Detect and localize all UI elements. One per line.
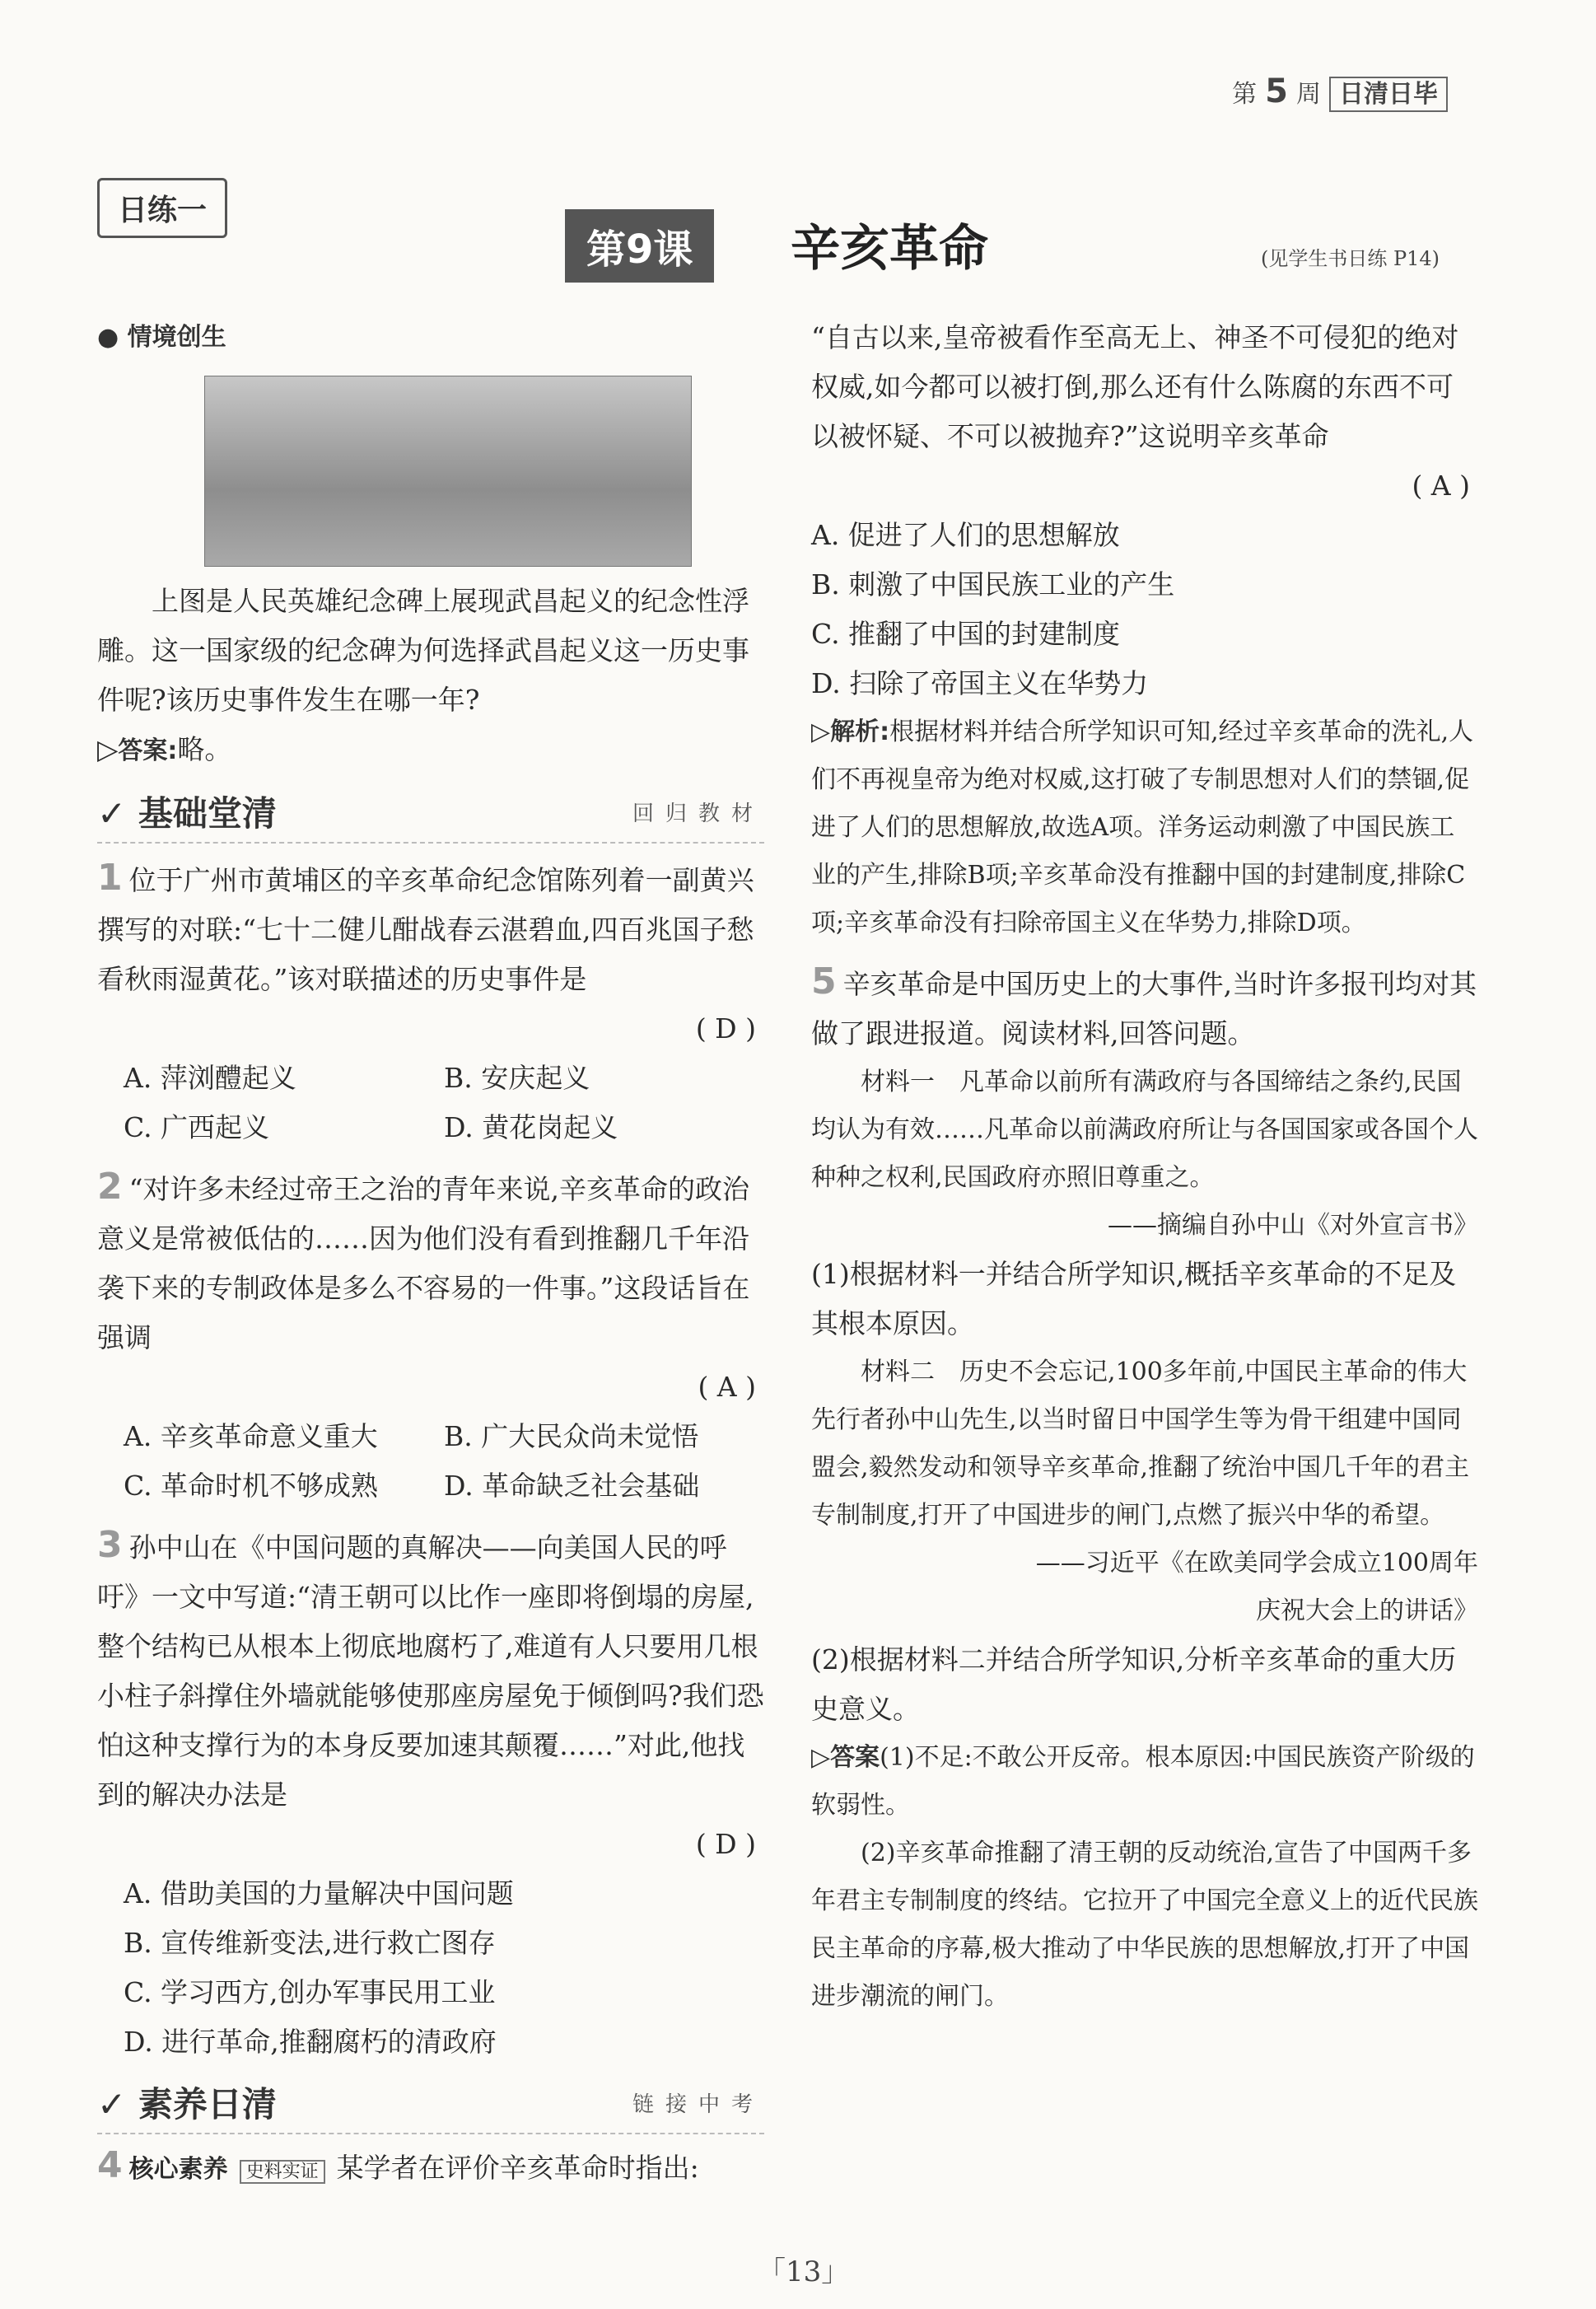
option-c: C. 推翻了中国的封建制度 xyxy=(811,618,1121,650)
option-a: A. 萍浏醴起义 xyxy=(124,1062,296,1094)
question-2 xyxy=(97,1162,764,1511)
question-number: 2 xyxy=(97,1166,123,1208)
option-a: A. 辛亥革命意义重大 xyxy=(124,1420,378,1452)
question-number: 3 xyxy=(97,1524,123,1566)
week-suffix: 周 xyxy=(1296,80,1321,109)
literacy-section-title: ✓ 素养日清 xyxy=(97,2084,277,2124)
question-answer: ( A ) xyxy=(698,1371,756,1403)
question-stem-start: 某学者在评价辛亥革命时指出: xyxy=(336,2152,699,2184)
situation-text: 上图是人民英雄纪念碑上展现武昌起义的纪念性浮雕。这一国家级的纪念碑为何选择武昌起义这一历史事件呢?该历史事件发生在哪一年? xyxy=(97,585,749,716)
basic-section-tags: 回归教材 xyxy=(632,802,764,826)
sub-question-2: (2)根据材料二并结合所学知识,分析辛亥革命的重大历史意义。 xyxy=(811,1643,1457,1725)
sub-question-1: (1)根据材料一并结合所学知识,概括辛亥革命的不足及其根本原因。 xyxy=(811,1258,1457,1339)
question-number: 4 xyxy=(97,2144,123,2186)
question-options xyxy=(97,1054,764,1152)
core-literacy-tag: 史料实证 xyxy=(240,2160,325,2184)
option-d: D. 扫除了帝国主义在华势力 xyxy=(811,667,1149,699)
question-answer: ( A ) xyxy=(1412,470,1470,502)
option-a: A. 促进了人们的思想解放 xyxy=(811,519,1120,551)
option-b: B. 宣传维新变法,进行救亡图存 xyxy=(124,1927,496,1959)
question-4-start xyxy=(97,2141,764,2197)
question-answer: ( D ) xyxy=(695,1828,756,1860)
question-4-analysis: ▷解析:根据材料并结合所学知识可知,经过辛亥革命的洗礼,人们不再视皇帝为绝对权威,这打破了专制思想对人们的禁锢,促进了人们的思想解放,故选A项。洋务运动刺激了中国民族工业的产生,排除B项;辛亥革命没有推翻中国的封建制度,排除C项;辛亥革命没有扫除帝国主义在华势力,排除D项。 xyxy=(811,717,1474,937)
situation-label: ● 情境创生 xyxy=(97,323,226,352)
material-two-source-line-2: 庆祝大会上的讲话》 xyxy=(1256,1596,1478,1625)
triangle-icon: ▷ xyxy=(811,1743,831,1772)
lesson-tag: 第9课 xyxy=(565,209,714,283)
literacy-section-tags: 链接中考 xyxy=(632,2092,764,2117)
lesson-title: 辛亥革命 xyxy=(791,220,988,278)
material-two-source-line-1: ——习近平《在欧美同学会成立100周年 xyxy=(1035,1549,1478,1578)
week-label xyxy=(1232,72,1448,110)
bulb-icon: ● xyxy=(97,323,128,352)
triangle-icon: ▷ xyxy=(97,733,119,765)
option-b: B. 安庆起义 xyxy=(444,1062,590,1094)
option-a: A. 借助美国的力量解决中国问题 xyxy=(124,1877,514,1909)
option-d: D. 革命缺乏社会基础 xyxy=(444,1470,700,1502)
option-b: B. 刺激了中国民族工业的产生 xyxy=(811,568,1175,601)
option-c: C. 广西起义 xyxy=(124,1111,270,1143)
question-3 xyxy=(97,1521,764,2067)
left-column xyxy=(97,313,764,2197)
option-d: D. 进行革命,推翻腐朽的清政府 xyxy=(124,2026,497,2058)
question-answer: ( D ) xyxy=(695,1012,756,1045)
question-stem: “对许多未经过帝王之治的青年来说,辛亥革命的政治意义是常被低估的……因为他们没有看到推翻几千年沿袭下来的专制政体是多么不容易的一件事。”这段话旨在强调 xyxy=(97,1173,750,1353)
week-tag: 日清日毕 xyxy=(1329,77,1448,112)
option-d: D. 黄花岗起义 xyxy=(444,1111,618,1143)
situation-answer: ▷答案:略。 xyxy=(97,733,232,765)
check-icon: ✓ xyxy=(97,2084,127,2124)
question-4-stem-continued: “自古以来,皇帝被看作至高无上、神圣不可侵犯的绝对权威,如今都可以被打倒,那么还有什么陈腐的东西不可以被怀疑、不可以被抛弃?”这说明辛亥革命 xyxy=(811,321,1459,452)
material-two: 材料二 历史不会忘记,100多年前,中国民主革命的伟大先行者孙中山先生,以当时留日中国学生等为骨干组建中国同盟会,毅然发动和领导辛亥革命,推翻了统治中国几千年的君主专制制度,打开了中国进步的闸门,点燃了振兴中华的希望。 xyxy=(811,1358,1470,1530)
question-stem: 孙中山在《中国问题的真解决——向美国人民的呼吁》一文中写道:“清王朝可以比作一座即将倒塌的房屋,整个结构已从根本上彻底地腐朽了,难道有人只要用几根小柱子斜撑住外墙就能够使那座房屋免于倾倒吗?我们恐怕这种支撑行为的本身反要加速其颠覆……”对此,他找到的解决办法是 xyxy=(97,1531,764,1811)
basic-section-title: ✓ 基础堂清 xyxy=(97,793,277,834)
week-prefix: 第 xyxy=(1232,80,1258,109)
question-number: 5 xyxy=(811,961,837,1003)
check-icon: ✓ xyxy=(97,793,127,834)
question-1 xyxy=(97,853,764,1152)
daily-badge: 日练一 xyxy=(97,178,227,238)
literacy-section-header xyxy=(97,2080,764,2134)
option-c: C. 学习西方,创办军事民用工业 xyxy=(124,1976,496,2008)
question-number: 1 xyxy=(97,857,123,899)
week-number: 5 xyxy=(1265,72,1288,110)
question-stem: 辛亥革命是中国历史上的大事件,当时许多报刊均对其做了跟进报道。阅读材料,回答问题。 xyxy=(811,968,1477,1049)
page-number: 「13」 xyxy=(758,2255,850,2288)
material-one: 材料一 凡革命以前所有满政府与各国缔结之条约,民国均认为有效……凡革命以前满政府所让与各国国家或各国个人种种之权利,民国政府亦照旧尊重之。 xyxy=(811,1068,1478,1192)
right-column xyxy=(811,313,1478,2021)
material-one-source: ——摘编自孙中山《对外宣言书》 xyxy=(1108,1211,1478,1240)
question-5 xyxy=(811,957,1478,2021)
option-b: B. 广大民众尚未觉悟 xyxy=(444,1420,699,1452)
book-reference: (见学生书日练 P14) xyxy=(1260,247,1440,270)
option-c: C. 革命时机不够成熟 xyxy=(124,1470,379,1502)
triangle-icon: ▷ xyxy=(811,717,831,746)
question-5-answer-2: (2)辛亥革命推翻了清王朝的反动统治,宣告了中国两千多年君主专制制度的终结。它拉开了中国完全意义上的近代民族民主革命的序幕,极大推动了中华民族的思想解放,打开了中国进步潮流的闸门。 xyxy=(811,1839,1478,2011)
question-5-answer-1: ▷答案(1)不足:不敢公开反帝。根本原因:中国民族资产阶级的软弱性。 xyxy=(811,1743,1475,1820)
question-stem: 位于广州市黄埔区的辛亥革命纪念馆陈列着一副黄兴撰写的对联:“七十二健儿酣战春云湛碧血,四百兆国子愁看秋雨湿黄花。”该对联描述的历史事件是 xyxy=(97,864,754,995)
basic-section-header xyxy=(97,789,764,844)
relief-image xyxy=(204,376,692,567)
core-literacy-label: 核心素养 xyxy=(128,2155,228,2184)
question-options xyxy=(97,1412,764,1511)
